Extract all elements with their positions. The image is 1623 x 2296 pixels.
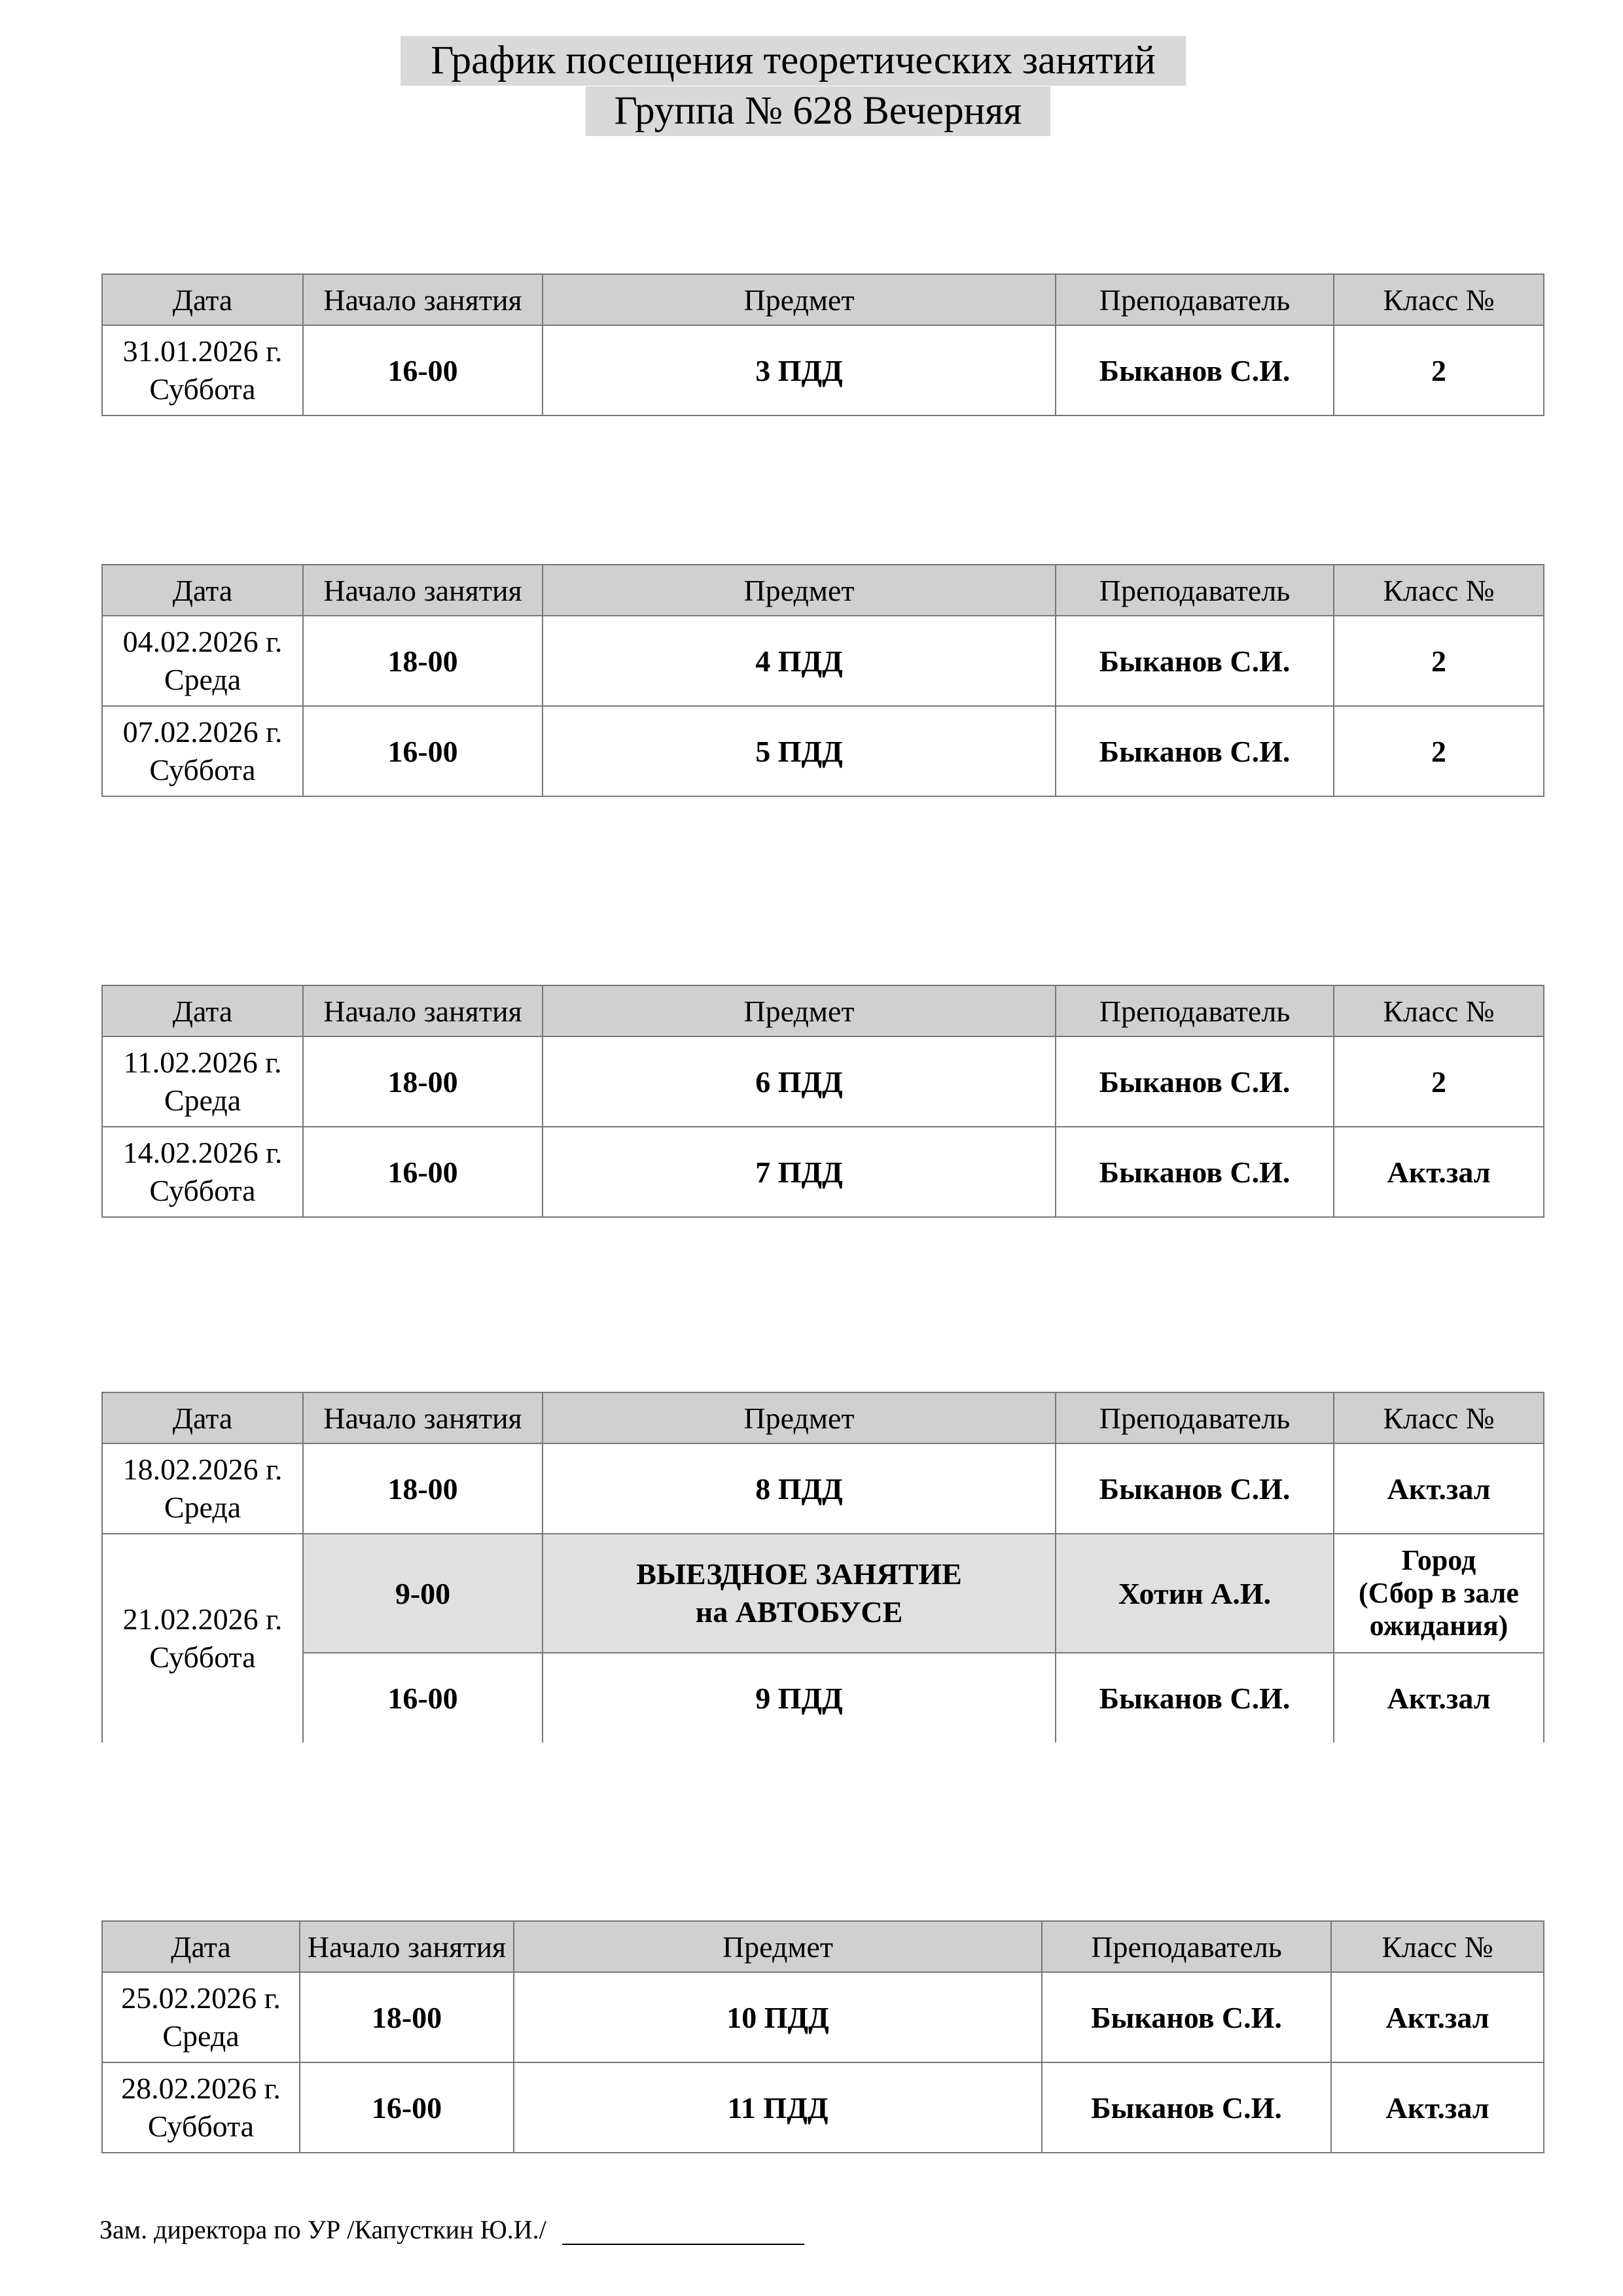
- header-start: Начало занятия: [303, 985, 543, 1036]
- start-cell: 18-00: [303, 1036, 543, 1127]
- subject-cell: 6 ПДД: [543, 1036, 1056, 1127]
- table-header-row: [102, 1921, 1544, 1972]
- header-subject: Предмет: [543, 274, 1056, 325]
- date-cell: 04.02.2026 г. Среда: [102, 616, 303, 706]
- table-row: [102, 1036, 1544, 1127]
- title-line-2: Группа № 628 Вечерняя: [586, 86, 1050, 136]
- header-subject: Предмет: [543, 985, 1056, 1036]
- teacher-cell: Быканов С.И.: [1042, 1972, 1331, 2062]
- date-cell: 28.02.2026 г. Суббота: [102, 2062, 300, 2153]
- date-cell: 18.02.2026 г. Среда: [102, 1443, 303, 1534]
- header-subject: Предмет: [543, 565, 1056, 616]
- schedule-table-5: [101, 1920, 1544, 2153]
- date-cell: 14.02.2026 г. Суббота: [102, 1127, 303, 1217]
- signature-line: [562, 2220, 804, 2245]
- table-row: [102, 325, 1544, 415]
- header-room: Класс №: [1331, 1921, 1544, 1972]
- date-cell: 25.02.2026 г. Среда: [102, 1972, 300, 2062]
- header-start: Начало занятия: [300, 1921, 514, 1972]
- header-teacher: Преподаватель: [1056, 985, 1334, 1036]
- header-room: Класс №: [1334, 565, 1544, 616]
- date-cell: 31.01.2026 г. Суббота: [102, 325, 303, 415]
- table-header-row: [102, 274, 1544, 325]
- table-row: [102, 1127, 1544, 1217]
- room-cell: Акт.зал: [1334, 1653, 1544, 1742]
- subject-cell: 3 ПДД: [543, 325, 1056, 415]
- room-cell: Акт.зал: [1331, 2062, 1544, 2153]
- room-cell: Акт.зал: [1334, 1127, 1544, 1217]
- room-cell: Акт.зал: [1334, 1443, 1544, 1534]
- room-cell: 2: [1334, 616, 1544, 706]
- header-date: Дата: [102, 985, 303, 1036]
- start-cell: 16-00: [303, 706, 543, 796]
- header-room: Класс №: [1334, 1392, 1544, 1443]
- header-date: Дата: [102, 1921, 300, 1972]
- room-cell: 2: [1334, 706, 1544, 796]
- header-teacher: Преподаватель: [1056, 274, 1334, 325]
- header-start: Начало занятия: [303, 1392, 543, 1443]
- teacher-cell: Быканов С.И.: [1056, 706, 1334, 796]
- subject-cell: 9 ПДД: [543, 1653, 1056, 1742]
- title-line-1: График посещения теоретических занятий: [401, 36, 1186, 86]
- date-cell: 11.02.2026 г. Среда: [102, 1036, 303, 1127]
- schedule-table-1: [101, 274, 1544, 416]
- subject-cell: ВЫЕЗДНОЕ ЗАНЯТИЕ на АВТОБУСЕ: [543, 1534, 1056, 1653]
- table-row: [102, 1443, 1544, 1534]
- start-cell: 16-00: [300, 2062, 514, 2153]
- teacher-cell: Быканов С.И.: [1056, 1036, 1334, 1127]
- start-cell: 18-00: [303, 1443, 543, 1534]
- signature-block: [99, 2214, 804, 2245]
- header-teacher: Преподаватель: [1042, 1921, 1331, 1972]
- schedule-table-4: [101, 1392, 1544, 1742]
- room-cell: 2: [1334, 325, 1544, 415]
- table-header-row: [102, 985, 1544, 1036]
- teacher-cell: Быканов С.И.: [1042, 2062, 1331, 2153]
- teacher-cell: Быканов С.И.: [1056, 1127, 1334, 1217]
- header-teacher: Преподаватель: [1056, 565, 1334, 616]
- teacher-cell: Хотин А.И.: [1056, 1534, 1334, 1653]
- schedule-table-3: [101, 985, 1544, 1218]
- date-cell: 07.02.2026 г. Суббота: [102, 706, 303, 796]
- start-cell: 9-00: [303, 1534, 543, 1653]
- teacher-cell: Быканов С.И.: [1056, 325, 1334, 415]
- merged-date-cell: 21.02.2026 г. Суббота: [102, 1534, 303, 1742]
- subject-cell: 5 ПДД: [543, 706, 1056, 796]
- table-row: [102, 616, 1544, 706]
- header-date: Дата: [102, 274, 303, 325]
- teacher-cell: Быканов С.И.: [1056, 1443, 1334, 1534]
- room-cell: Город (Сбор в зале ожидания): [1334, 1534, 1544, 1653]
- room-cell: Акт.зал: [1331, 1972, 1544, 2062]
- room-cell: 2: [1334, 1036, 1544, 1127]
- start-cell: 16-00: [303, 1127, 543, 1217]
- header-room: Класс №: [1334, 985, 1544, 1036]
- table-row: [102, 706, 1544, 796]
- start-cell: 16-00: [303, 1653, 543, 1742]
- start-cell: 18-00: [303, 616, 543, 706]
- table-row: [102, 1972, 1544, 2062]
- table-header-row: [102, 565, 1544, 616]
- teacher-cell: Быканов С.И.: [1056, 1653, 1334, 1742]
- header-start: Начало занятия: [303, 565, 543, 616]
- table-row: [102, 2062, 1544, 2153]
- subject-cell: 10 ПДД: [514, 1972, 1042, 2062]
- subject-cell: 7 ПДД: [543, 1127, 1056, 1217]
- subject-cell: 8 ПДД: [543, 1443, 1056, 1534]
- subject-cell: 4 ПДД: [543, 616, 1056, 706]
- signature-text: Зам. директора по УР /Капусткин Ю.И./: [99, 2215, 546, 2244]
- table-header-row: [102, 1392, 1544, 1443]
- header-date: Дата: [102, 565, 303, 616]
- header-start: Начало занятия: [303, 274, 543, 325]
- table-row: [102, 1534, 1544, 1653]
- header-teacher: Преподаватель: [1056, 1392, 1334, 1443]
- header-room: Класс №: [1334, 274, 1544, 325]
- header-date: Дата: [102, 1392, 303, 1443]
- subject-cell: 11 ПДД: [514, 2062, 1042, 2153]
- start-cell: 18-00: [300, 1972, 514, 2062]
- start-cell: 16-00: [303, 325, 543, 415]
- teacher-cell: Быканов С.И.: [1056, 616, 1334, 706]
- schedule-table-2: [101, 564, 1544, 797]
- header-subject: Предмет: [514, 1921, 1042, 1972]
- table-row: [102, 1653, 1544, 1742]
- header-subject: Предмет: [543, 1392, 1056, 1443]
